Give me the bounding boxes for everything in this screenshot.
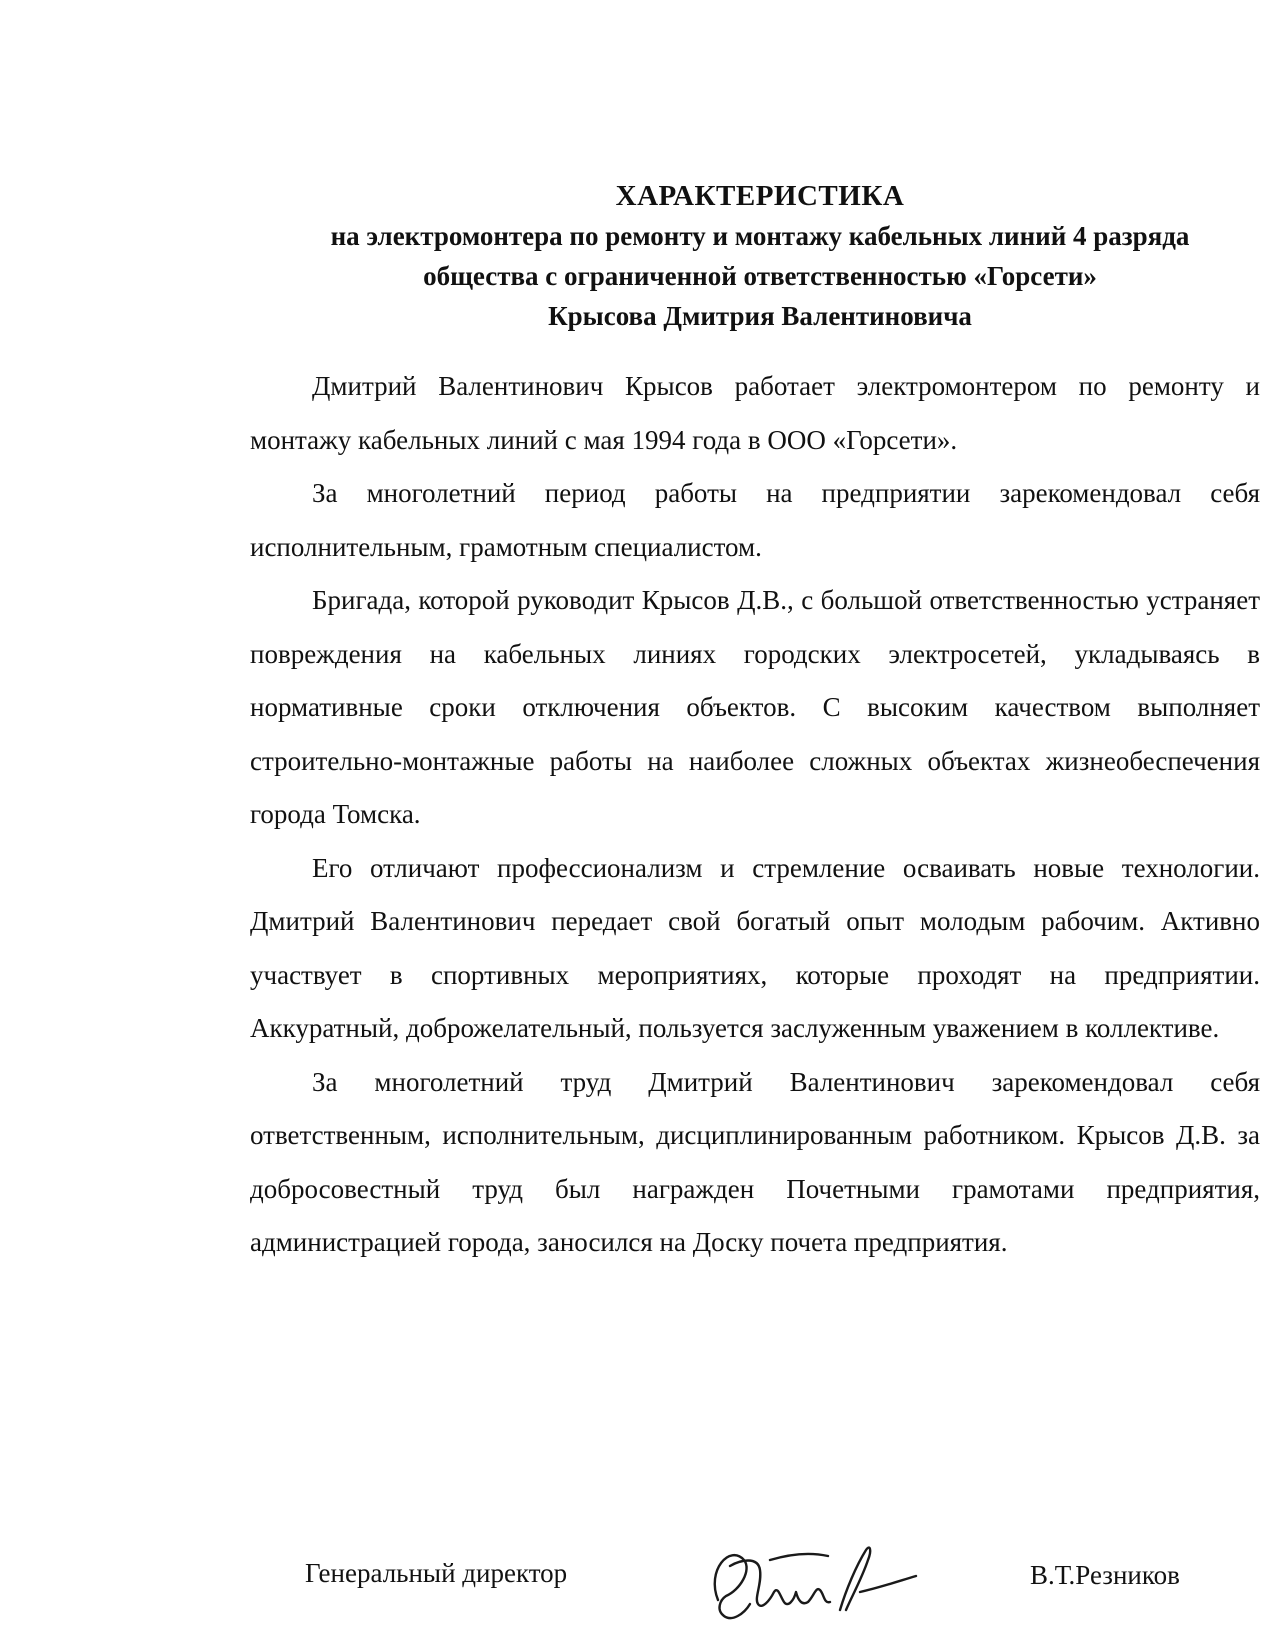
document-subtitle-line: на электромонтера по ремонту и монтажу кабельных линий 4 разряда — [330, 221, 1190, 251]
document-body — [250, 360, 1260, 1270]
employee-name-heading: Крысова Дмитрия Валентиновича — [548, 301, 972, 331]
signatory-name: В.Т.Резников — [1030, 1560, 1180, 1590]
paragraph: За многолетний труд Дмитрий Валентинович зарекомендовал себя ответственным, исполнительным, дисциплинированным работником. Крысов Д.В. за добросовестный труд был награжден Почетными грамотами предприятия, администрацией города, заносился на Доску почета предприятия. — [250, 1066, 1260, 1257]
document-header — [250, 176, 1270, 336]
paragraph: Его отличают профессионализм и стремление осваивать новые технологии. Дмитрий Валентинович передает свой богатый опыт молодым рабочим. Активно участвует в спортивных мероприятиях, которые проходят на предприятии. Аккуратный, доброжелательный, пользуется заслуженным уважением в коллективе. — [250, 852, 1260, 1043]
document-title: ХАРАКТЕРИСТИКА — [615, 180, 905, 212]
signatory-role: Генеральный директор — [305, 1558, 568, 1588]
signature-block — [0, 1530, 1275, 1650]
document-subtitle-line: общества с ограниченной ответственностью «Горсети» — [423, 261, 1097, 291]
handwritten-signature-icon — [700, 1530, 930, 1640]
paragraph: Бригада, которой руководит Крысов Д.В., с большой ответственностью устраняет повреждения на кабельных линиях городских электросетей, укладываясь в нормативные сроки отключения объектов. С высоким качеством выполняет строительно-монтажные работы на наиболее сложных объектах жизнеобеспечения города Томска. — [250, 585, 1260, 829]
paragraph: Дмитрий Валентинович Крысов работает электромонтером по ремонту и монтажу кабельных линий с мая 1994 года в ООО «Горсети». — [250, 371, 1260, 455]
paragraph: За многолетний период работы на предприятии зарекомендовал себя исполнительным, грамотным специалистом. — [250, 478, 1260, 562]
